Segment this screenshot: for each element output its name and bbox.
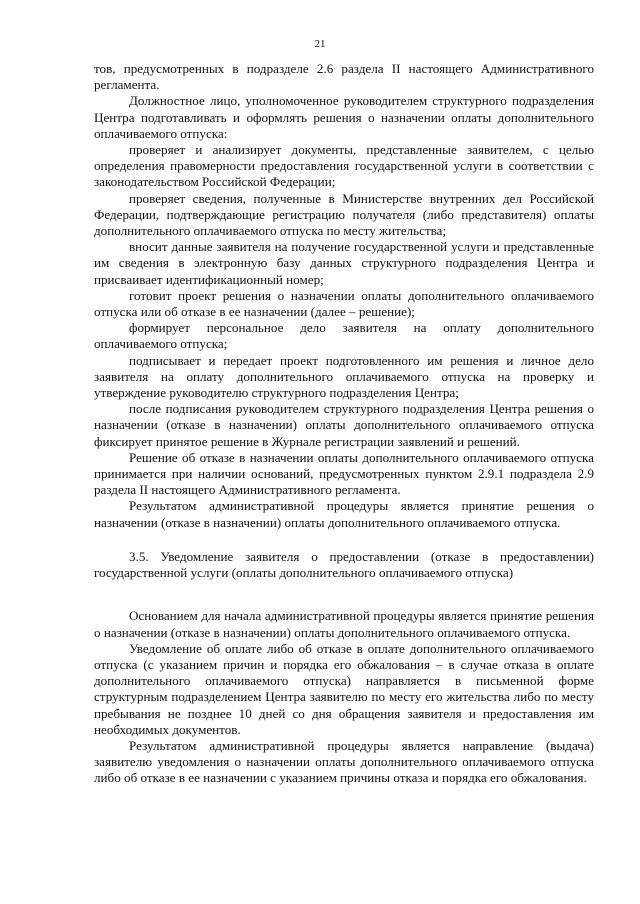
list-item: проверяет и анализирует документы, представленные заявителем, с целью определения правомерности предоставления государственной услуги в соответствии с законодательством Российской Федерации;	[94, 142, 594, 190]
list-item: подписывает и передает проект подготовленного им решения и личное дело заявителя на оплату дополнительного оплачиваемого отпуска на проверку и утверждение руководителю структурного подразделения Центра;	[94, 352, 594, 401]
paragraph: Результатом административной процедуры является принятие решения о назначении (отказе в назначении) оплаты дополнительного оплачиваемого отпуска.	[94, 498, 594, 530]
paragraph: Должностное лицо, уполномоченное руководителем структурного подразделения Центра подготавливать и оформлять решения о назначении оплаты дополнительного оплачиваемого отпуска:	[94, 93, 594, 141]
document-body	[94, 61, 594, 787]
section-heading: 3.5. Уведомление заявителя о предоставлении (отказе в предоставлении) государственной услуги (оплаты дополнительного оплачиваемого отпуска)	[94, 548, 594, 581]
paragraph: Результатом административной процедуры является направление (выдача) заявителю уведомления о назначении оплаты дополнительного оплачиваемого отпуска либо об отказе в ее назначении с указанием причины отказа и порядка его обжалования.	[94, 737, 594, 786]
paragraph: Решение об отказе в назначении оплаты дополнительного оплачиваемого отпуска принимается при наличии оснований, предусмотренных пунктом 2.9.1 подраздела 2.9 раздела II настоящего Административного регламента.	[94, 449, 594, 498]
page-number: 21	[314, 38, 326, 50]
list-item: готовит проект решения о назначении оплаты дополнительного оплачиваемого отпуска или об отказе в ее назначении (далее – решение);	[94, 287, 594, 320]
paragraph: Уведомление об оплате либо об отказе в оплате дополнительного оплачиваемого отпуска (с указанием причин и порядка его обжалования – в случае отказа в оплате дополнительного оплачиваемого отпуска) направляется в письменной форме структурным подразделением Центра заявителю по месту его жительства либо по месту пребывания не позднее 10 дней со дня обращения заявителя и предоставления им необходимых документов.	[94, 640, 594, 737]
paragraph: Основанием для начала административной процедуры является принятие решения о назначении (отказе в назначении) оплаты дополнительного оплачиваемого отпуска.	[94, 608, 594, 640]
list-item: проверяет сведения, полученные в Министерстве внутренних дел Российской Федерации, подтверждающие регистрацию получателя (либо представителя) оплаты дополнительного оплачиваемого отпуска по месту жительства;	[94, 190, 594, 239]
list-item: после подписания руководителем структурного подразделения Центра решения о назначении (отказе в назначении) оплаты дополнительного оплачиваемого отпуска фиксирует принятое решение в Журнале регистрации заявлений и решений.	[94, 401, 594, 449]
list-item: формирует персональное дело заявителя на оплату дополнительного оплачиваемого отпуска;	[94, 320, 594, 352]
paragraph: тов, предусмотренных в подразделе 2.6 раздела II настоящего Административного регламента.	[94, 61, 594, 93]
list-item: вносит данные заявителя на получение государственной услуги и представленные им сведения в электронную базу данных структурного подразделения Центра и присваивает идентификационный номер;	[94, 239, 594, 287]
